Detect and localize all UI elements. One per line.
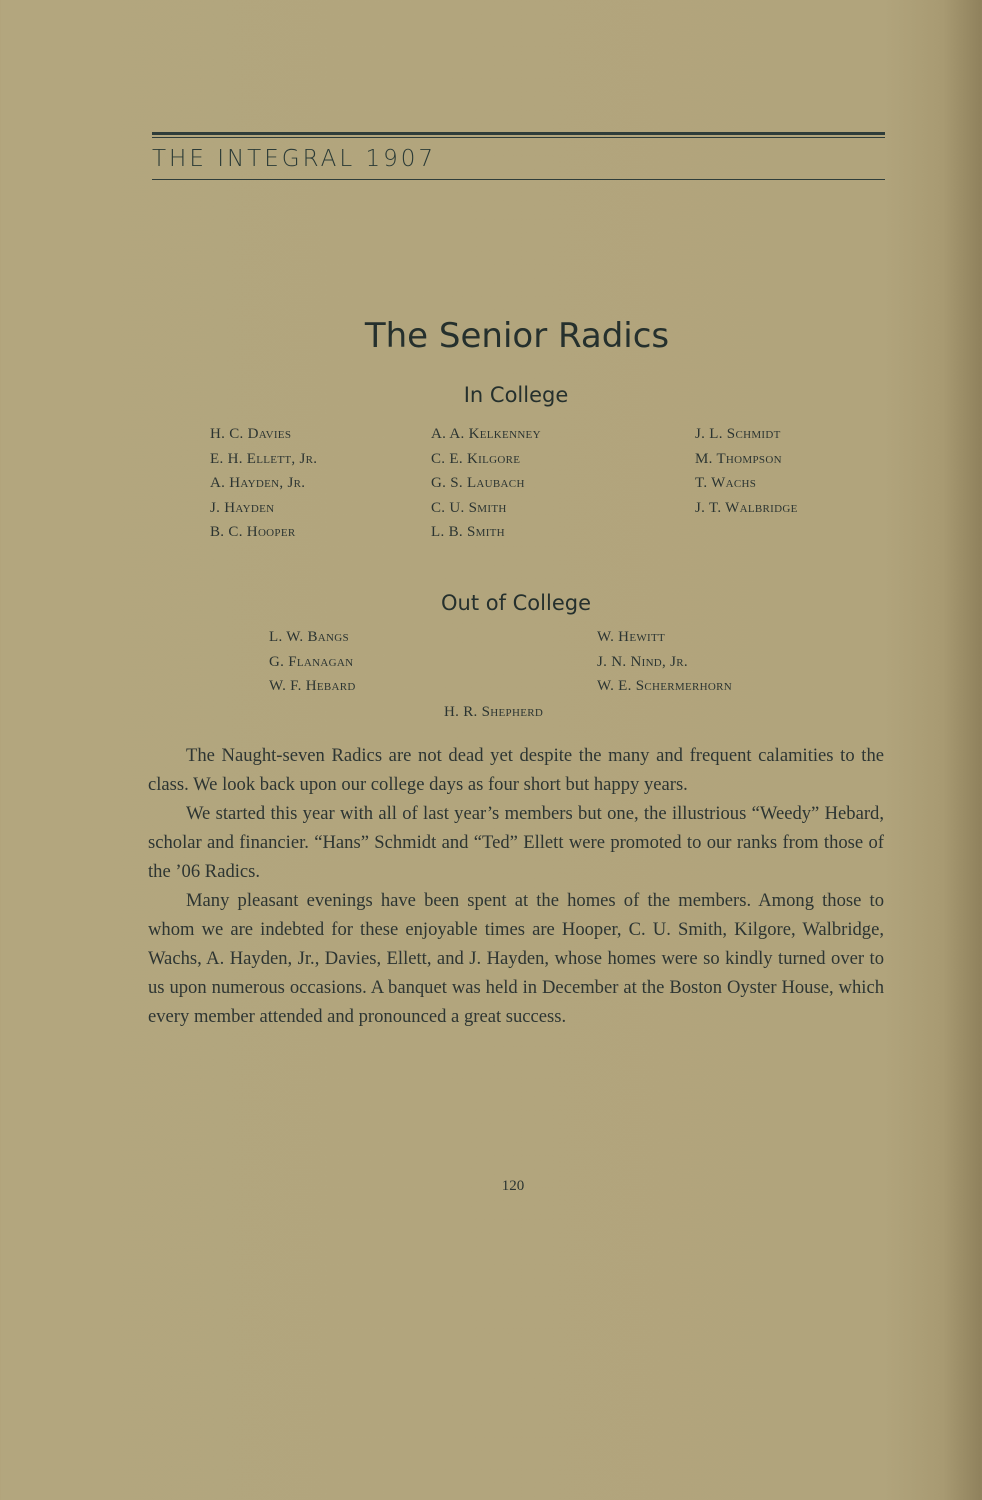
member-name: W. E. Schermerhorn <box>597 678 733 694</box>
running-title: THE INTEGRAL 1907 <box>152 146 437 172</box>
body-text <box>148 741 884 1031</box>
member-name: B. C. Hooper <box>210 524 296 540</box>
member-name: L. B. Smith <box>431 524 505 540</box>
member-name: J. N. Nind, Jr. <box>597 653 688 670</box>
member-name: W. Hewitt <box>597 629 666 645</box>
paragraph: We started this year with all of last year’s members but one, the illustrious “Weedy” Hebard, scholar and financier. “Hans” Schmidt and “Ted” Ellett were promoted to our ranks from those of the ’06 Radics. <box>148 803 884 882</box>
out-of-college-last <box>444 700 543 725</box>
member-name: M. Thompson <box>695 450 782 467</box>
member-name: W. F. Hebard <box>269 678 356 694</box>
paragraph: Many pleasant evenings have been spent at the homes of the members. Among those to whom we are indebted for these enjoyable times are Hooper, C. U. Smith, Kilgore, Walbridge, Wachs, A. Hayden, Jr., Davies, Ellett, and J. Hayden, whose homes were so kindly turned over to us upon numerous occasions. A banquet was held in December at the Boston Oyster House, which every member attended and pronounced a great success. <box>148 890 884 1027</box>
out-of-college-column-2 <box>597 625 732 699</box>
member-name: H. C. Davies <box>210 426 292 442</box>
header-rule-top-thin <box>152 137 885 138</box>
member-name: J. L. Schmidt <box>695 426 781 442</box>
header-rule-bottom <box>152 179 885 180</box>
paragraph: The Naught-seven Radics are not dead yet despite the many and frequent calamities to the class. We look back upon our college days as four short but happy years. <box>148 745 884 795</box>
member-name: J. Hayden <box>210 499 275 516</box>
header-rule-top <box>152 132 885 135</box>
page-title: The Senior Radics <box>364 316 670 356</box>
member-name: G. S. Laubach <box>431 475 525 491</box>
member-name: C. E. Kilgore <box>431 450 521 467</box>
member-name: T. Wachs <box>695 475 757 491</box>
out-of-college-heading: Out of College <box>440 591 591 615</box>
member-name: L. W. Bangs <box>269 629 349 645</box>
in-college-heading: In College <box>463 383 569 407</box>
member-name: A. Hayden, Jr. <box>210 475 306 491</box>
member-name: C. U. Smith <box>431 499 507 516</box>
in-college-column-2 <box>431 422 541 545</box>
out-of-college-column-1 <box>269 625 356 699</box>
member-name: J. T. Walbridge <box>695 499 798 516</box>
in-college-column-1 <box>210 422 317 545</box>
member-name: H. R. Shepherd <box>444 704 544 720</box>
member-name: A. A. Kelkenney <box>431 426 541 442</box>
member-name: E. H. Ellett, Jr. <box>210 450 318 467</box>
member-name: G. Flanagan <box>269 653 354 670</box>
in-college-column-3 <box>695 422 798 520</box>
page-number: 120 <box>501 1178 525 1194</box>
